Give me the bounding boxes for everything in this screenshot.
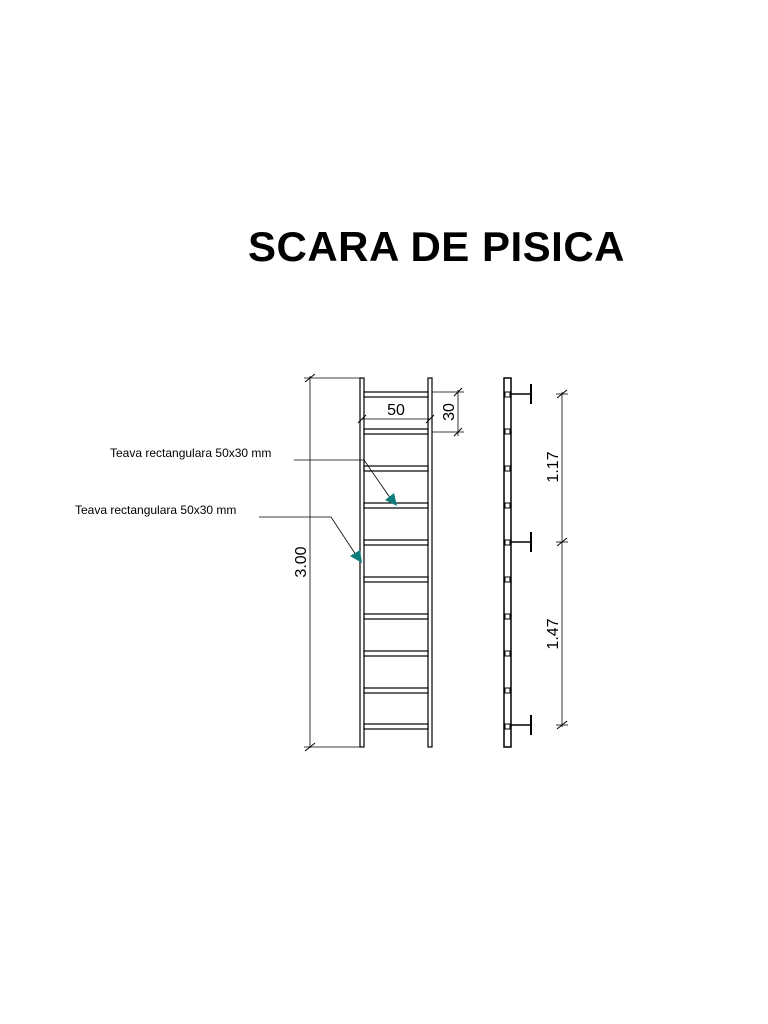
- right-rail: [428, 378, 432, 747]
- ladder-rung: [364, 540, 428, 545]
- upper-leader-callout: [110, 446, 397, 506]
- side-rung-section: [505, 724, 510, 729]
- side-rung-section: [505, 503, 510, 508]
- side-rung-section: [505, 392, 510, 397]
- ladder-rung: [364, 688, 428, 693]
- total-height-dimension: [293, 374, 360, 751]
- side-rung-section: [505, 466, 510, 471]
- ladder-rung: [364, 429, 428, 434]
- segment-dimensions: [545, 390, 568, 729]
- side-rung-section: [505, 614, 510, 619]
- upper-segment-label: 1.17: [545, 451, 562, 483]
- side-rung-section: [505, 577, 510, 582]
- ladder-rung: [364, 466, 428, 471]
- side-rung-section: [505, 688, 510, 693]
- lower-segment-label: 1.47: [545, 618, 562, 650]
- lower-callout-label: Teava rectangulara 50x30 mm: [75, 503, 237, 517]
- side-view: [504, 378, 531, 747]
- wall-bracket-top: [511, 384, 531, 404]
- wall-bracket-middle: [511, 532, 531, 552]
- rung-group: [364, 392, 428, 729]
- ladder-rung: [364, 392, 428, 397]
- ladder-rung: [364, 651, 428, 656]
- rung-spacing-dimension: [432, 388, 464, 436]
- ladder-rung: [364, 614, 428, 619]
- wall-bracket-bottom: [511, 715, 531, 735]
- side-rung-section: [505, 429, 510, 434]
- width-label: 50: [387, 402, 405, 419]
- rung-spacing-label: 30: [441, 403, 458, 421]
- side-rung-section: [505, 651, 510, 656]
- leader-arrow-icon: [350, 550, 362, 563]
- upper-callout-label: Teava rectangulara 50x30 mm: [110, 446, 272, 460]
- ladder-rung: [364, 724, 428, 729]
- lower-leader-callout: [75, 503, 362, 563]
- total-height-label: 3.00: [293, 546, 310, 578]
- width-dimension: [358, 402, 434, 423]
- drawing-title: SCARA DE PISICA: [248, 223, 625, 270]
- ladder-rung: [364, 577, 428, 582]
- front-view: [360, 378, 432, 747]
- left-rail: [360, 378, 364, 747]
- side-rung-section: [505, 540, 510, 545]
